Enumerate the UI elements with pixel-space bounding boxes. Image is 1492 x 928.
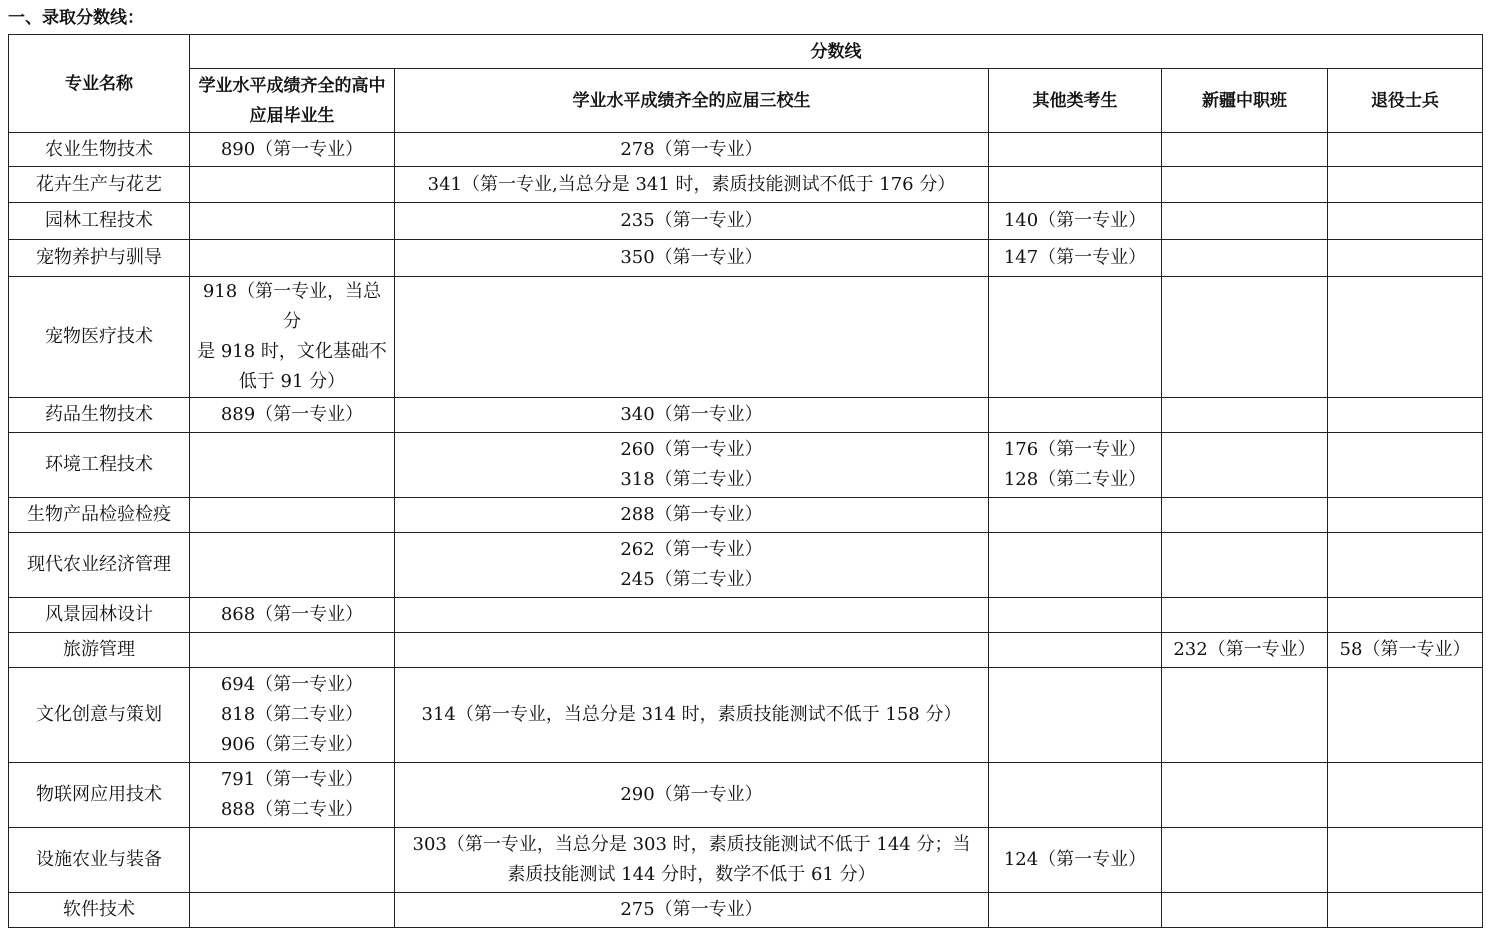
score-cell-xinjiang bbox=[1162, 240, 1328, 277]
score-cell-xinjiang bbox=[1162, 828, 1328, 893]
score-cell-sanxiao bbox=[395, 598, 989, 633]
score-cell-xinjiang bbox=[1162, 763, 1328, 828]
header-xinjiang: 新疆中职班 bbox=[1162, 69, 1328, 133]
major-name-cell: 药品生物技术 bbox=[9, 398, 190, 433]
table-row bbox=[9, 498, 1483, 533]
table-row bbox=[9, 240, 1483, 277]
header-other: 其他类考生 bbox=[989, 69, 1162, 133]
table-row bbox=[9, 133, 1483, 167]
score-cell-veteran bbox=[1328, 533, 1483, 598]
header-veteran: 退役士兵 bbox=[1328, 69, 1483, 133]
table-row bbox=[9, 598, 1483, 633]
score-cell-xinjiang bbox=[1162, 167, 1328, 203]
table-row bbox=[9, 167, 1483, 203]
score-cell-gaozhong bbox=[190, 133, 395, 167]
score-text: 260（第一专业） bbox=[620, 439, 763, 460]
score-cell-sanxiao bbox=[395, 240, 989, 277]
major-name-cell: 现代农业经济管理 bbox=[9, 533, 190, 598]
score-cell-veteran bbox=[1328, 433, 1483, 498]
major-name-cell: 物联网应用技术 bbox=[9, 763, 190, 828]
score-cell-gaozhong bbox=[190, 533, 395, 598]
score-cell-veteran bbox=[1328, 893, 1483, 928]
score-text: 868（第一专业） bbox=[220, 604, 364, 625]
score-cell-other bbox=[989, 398, 1162, 433]
major-name-cell: 宠物养护与驯导 bbox=[9, 240, 190, 277]
score-text: 888（第二专业） bbox=[220, 799, 364, 820]
score-cell-other bbox=[989, 893, 1162, 928]
major-name-cell: 文化创意与策划 bbox=[9, 668, 190, 763]
score-text: 素质技能测试 144 分时，数学不低于 61 分） bbox=[507, 864, 876, 885]
score-cell-gaozhong bbox=[190, 277, 395, 398]
score-cell-xinjiang bbox=[1162, 433, 1328, 498]
score-cell-veteran bbox=[1328, 203, 1483, 240]
score-cell-gaozhong bbox=[190, 893, 395, 928]
table-row bbox=[9, 433, 1483, 498]
score-cell-sanxiao bbox=[395, 633, 989, 668]
major-name-cell: 旅游管理 bbox=[9, 633, 190, 668]
score-text: 275（第一专业） bbox=[620, 899, 763, 920]
score-text: 918（第一专业，当总分 bbox=[202, 281, 382, 332]
score-cell-sanxiao bbox=[395, 133, 989, 167]
table-row bbox=[9, 398, 1483, 433]
score-text: 235（第一专业） bbox=[620, 210, 763, 231]
score-cell-xinjiang bbox=[1162, 668, 1328, 763]
score-cell-xinjiang bbox=[1162, 203, 1328, 240]
score-text: 128（第二专业） bbox=[1003, 469, 1147, 490]
score-text: 694（第一专业） bbox=[220, 674, 364, 695]
score-text: 303（第一专业，当总分是 303 时，素质技能测试不低于 144 分；当 bbox=[412, 834, 971, 855]
score-cell-gaozhong bbox=[190, 668, 395, 763]
score-text: 290（第一专业） bbox=[620, 784, 763, 805]
score-cell-veteran bbox=[1328, 398, 1483, 433]
score-text: 58（第一专业） bbox=[1339, 639, 1471, 660]
major-name-cell: 软件技术 bbox=[9, 893, 190, 928]
header-sanxiao: 学业水平成绩齐全的应届三校生 bbox=[395, 69, 989, 133]
score-cell-veteran bbox=[1328, 668, 1483, 763]
score-text: 318（第二专业） bbox=[620, 469, 763, 490]
score-cell-other bbox=[989, 167, 1162, 203]
score-cell-sanxiao bbox=[395, 498, 989, 533]
table-row bbox=[9, 633, 1483, 668]
score-cell-veteran bbox=[1328, 498, 1483, 533]
score-cell-xinjiang bbox=[1162, 398, 1328, 433]
score-cell-gaozhong bbox=[190, 633, 395, 668]
score-cell-sanxiao bbox=[395, 533, 989, 598]
score-cell-xinjiang bbox=[1162, 277, 1328, 398]
score-text: 791（第一专业） bbox=[220, 769, 364, 790]
score-cell-veteran bbox=[1328, 133, 1483, 167]
score-cell-xinjiang bbox=[1162, 598, 1328, 633]
score-cell-sanxiao bbox=[395, 433, 989, 498]
score-cell-other bbox=[989, 203, 1162, 240]
table-row bbox=[9, 203, 1483, 240]
score-cell-xinjiang bbox=[1162, 533, 1328, 598]
score-cell-gaozhong bbox=[190, 398, 395, 433]
score-text: 是 918 时，文化基础不 bbox=[197, 341, 387, 362]
score-text: 140（第一专业） bbox=[1003, 210, 1147, 231]
header-gaozhong: 学业水平成绩齐全的高中应届毕业生 bbox=[190, 69, 395, 133]
score-cell-sanxiao bbox=[395, 668, 989, 763]
score-cell-gaozhong bbox=[190, 240, 395, 277]
score-cell-gaozhong bbox=[190, 763, 395, 828]
header-score-line: 分数线 bbox=[190, 35, 1483, 69]
score-cell-gaozhong bbox=[190, 167, 395, 203]
score-cell-gaozhong bbox=[190, 498, 395, 533]
major-name-cell: 花卉生产与花艺 bbox=[9, 167, 190, 203]
major-name-cell: 风景园林设计 bbox=[9, 598, 190, 633]
score-cell-gaozhong bbox=[190, 828, 395, 893]
score-text: 890（第一专业） bbox=[220, 138, 364, 160]
score-cell-veteran bbox=[1328, 167, 1483, 203]
table-row bbox=[9, 533, 1483, 598]
table-row bbox=[9, 668, 1483, 763]
score-cell-other bbox=[989, 498, 1162, 533]
score-cell-other bbox=[989, 668, 1162, 763]
score-text: 340（第一专业） bbox=[620, 404, 763, 425]
score-cell-sanxiao bbox=[395, 893, 989, 928]
header-major: 专业名称 bbox=[9, 35, 190, 133]
score-cell-xinjiang bbox=[1162, 133, 1328, 167]
score-cell-xinjiang bbox=[1162, 498, 1328, 533]
score-text: 314（第一专业，当总分是 314 时，素质技能测试不低于 158 分） bbox=[421, 704, 962, 725]
score-cell-veteran bbox=[1328, 277, 1483, 398]
score-text: 341（第一专业,当总分是 341 时，素质技能测试不低于 176 分） bbox=[427, 173, 956, 195]
score-cell-gaozhong bbox=[190, 203, 395, 240]
score-cell-veteran bbox=[1328, 763, 1483, 828]
score-cell-gaozhong bbox=[190, 598, 395, 633]
score-cell-xinjiang bbox=[1162, 893, 1328, 928]
score-text: 低于 91 分） bbox=[238, 371, 346, 392]
score-cell-other bbox=[989, 828, 1162, 893]
score-cell-sanxiao bbox=[395, 203, 989, 240]
score-text: 232（第一专业） bbox=[1173, 639, 1316, 660]
score-cell-veteran bbox=[1328, 598, 1483, 633]
score-text: 350（第一专业） bbox=[620, 247, 763, 268]
score-cell-other bbox=[989, 133, 1162, 167]
score-cell-other bbox=[989, 598, 1162, 633]
score-text: 124（第一专业） bbox=[1003, 849, 1147, 870]
major-name-cell: 环境工程技术 bbox=[9, 433, 190, 498]
score-cell-sanxiao bbox=[395, 398, 989, 433]
score-text: 245（第二专业） bbox=[620, 569, 763, 590]
score-cell-veteran bbox=[1328, 828, 1483, 893]
score-cell-other bbox=[989, 763, 1162, 828]
score-text: 176（第一专业） bbox=[1003, 439, 1147, 460]
score-cell-other bbox=[989, 277, 1162, 398]
score-text: 278（第一专业） bbox=[620, 138, 763, 160]
score-cell-other bbox=[989, 633, 1162, 668]
score-text: 288（第一专业） bbox=[620, 504, 763, 525]
score-cell-other bbox=[989, 240, 1162, 277]
table-row bbox=[9, 763, 1483, 828]
section-title: 一、录取分数线： bbox=[8, 8, 144, 28]
score-cell-other bbox=[989, 433, 1162, 498]
score-text: 262（第一专业） bbox=[620, 539, 763, 560]
table-row bbox=[9, 828, 1483, 893]
score-cell-xinjiang bbox=[1162, 633, 1328, 668]
admission-score-table bbox=[8, 34, 1483, 928]
score-cell-gaozhong bbox=[190, 433, 395, 498]
score-cell-veteran bbox=[1328, 633, 1483, 668]
major-name-cell: 农业生物技术 bbox=[9, 133, 190, 167]
major-name-cell: 宠物医疗技术 bbox=[9, 277, 190, 398]
score-cell-sanxiao bbox=[395, 828, 989, 893]
major-name-cell: 生物产品检验检疫 bbox=[9, 498, 190, 533]
score-text: 906（第三专业） bbox=[220, 734, 364, 755]
score-cell-sanxiao bbox=[395, 167, 989, 203]
score-cell-sanxiao bbox=[395, 763, 989, 828]
table-row bbox=[9, 277, 1483, 398]
score-cell-other bbox=[989, 533, 1162, 598]
score-text: 147（第一专业） bbox=[1003, 247, 1147, 268]
score-cell-sanxiao bbox=[395, 277, 989, 398]
score-text: 889（第一专业） bbox=[220, 404, 364, 425]
score-text: 818（第二专业） bbox=[220, 704, 364, 725]
major-name-cell: 园林工程技术 bbox=[9, 203, 190, 240]
score-cell-veteran bbox=[1328, 240, 1483, 277]
table-body bbox=[9, 133, 1483, 928]
major-name-cell: 设施农业与装备 bbox=[9, 828, 190, 893]
table-row bbox=[9, 893, 1483, 928]
